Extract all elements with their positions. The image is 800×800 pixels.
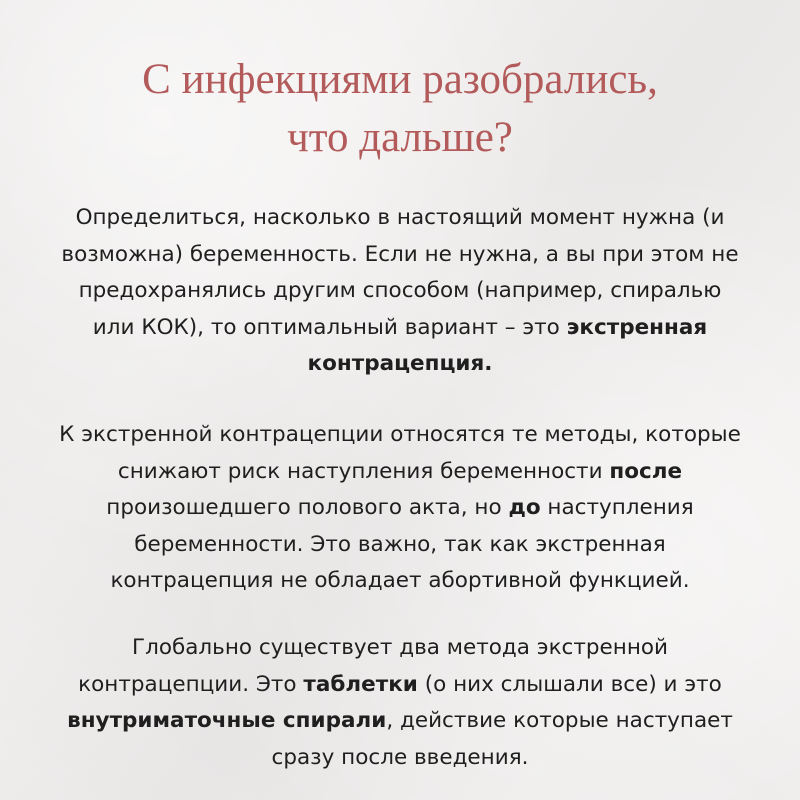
paragraph-line: К экстренной контрацепции относятся те методы, которые	[59, 422, 741, 447]
paragraph-pregnancy-decision	[20, 200, 780, 383]
emphasis-text: до	[508, 495, 541, 520]
paragraph-line	[20, 490, 780, 527]
emphasis-text: внутриматочные спирали	[67, 708, 387, 733]
paragraph-line	[20, 310, 780, 347]
paragraph-text: .	[484, 351, 493, 376]
slide-title	[40, 51, 760, 167]
paragraph-line: предохранялись другим способом (например, спиралью	[78, 278, 722, 303]
paragraph-line: Глобально существует два метода экстренной	[131, 635, 669, 660]
paragraph-line: Определиться, насколько в настоящий момент нужна (и	[75, 205, 725, 230]
paragraph-line	[20, 703, 780, 740]
paragraph-line	[20, 454, 780, 491]
paragraph-line	[20, 667, 780, 704]
paragraph-line: сразу после введения.	[271, 744, 529, 770]
paragraph-text: (о них слышали все) и это	[417, 671, 722, 697]
paragraph-text: наступления	[540, 495, 694, 520]
paragraph-line: контрацепция не обладает абортивной функцией.	[110, 568, 690, 593]
title-line-2: что дальше?	[287, 114, 513, 161]
paragraph-line: беременности. Это важно, так как экстренная	[134, 531, 666, 557]
paragraph-emergency-definition	[20, 417, 780, 600]
paragraph-text: снижают риск наступления беременности	[117, 458, 610, 484]
emphasis-text: таблетки	[303, 671, 418, 697]
emphasis-text: после	[609, 458, 683, 484]
paragraph-text: или КОК), то оптимальный вариант – это	[92, 314, 567, 340]
title-line-1: С инфекциями разобрались,	[142, 56, 658, 103]
paragraph-text: произошедшего полового акта, но	[106, 495, 509, 520]
paragraph-text: контрацепции. Это	[78, 671, 304, 697]
paragraph-line	[20, 346, 780, 383]
emphasis-text: экстренная	[566, 314, 708, 340]
emphasis-text: контрацепция	[307, 351, 485, 376]
paragraph-methods	[20, 630, 780, 776]
paragraph-text: , действие которые наступает	[386, 708, 733, 733]
paragraph-line: возможна) беременность. Если не нужна, а вы при этом не	[61, 241, 739, 267]
